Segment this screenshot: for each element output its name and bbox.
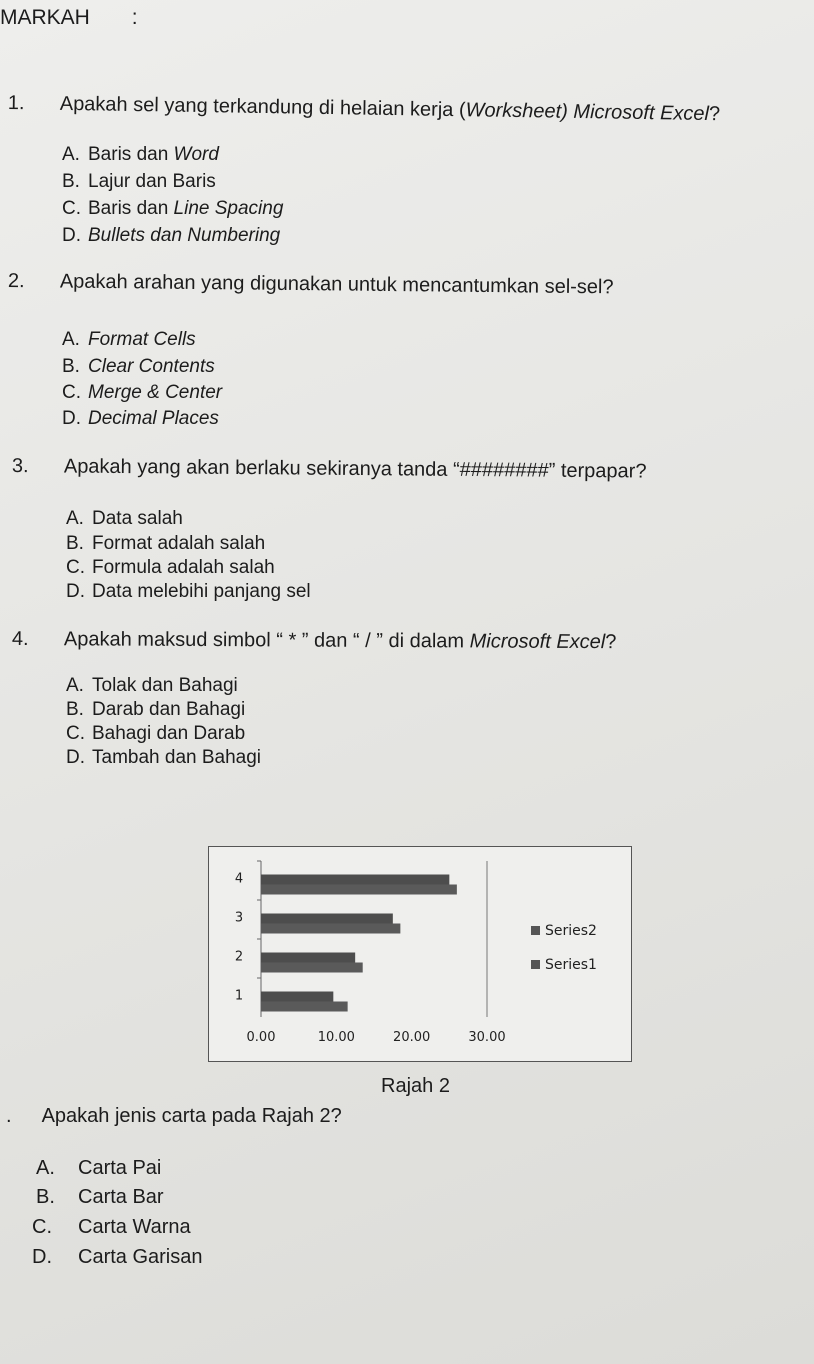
bar-series1-cat-4 bbox=[261, 875, 449, 885]
question-text-end: ? bbox=[708, 103, 721, 126]
question-text-italic: Worksheet) Microsoft Excel bbox=[465, 99, 710, 126]
bar-series2-cat-1 bbox=[261, 1002, 348, 1012]
y-tick-label: 3 bbox=[234, 910, 244, 926]
option-letter: B. bbox=[36, 1186, 55, 1208]
chart-frame bbox=[208, 846, 632, 1062]
bar-chart bbox=[209, 847, 631, 1061]
option-letter: B. bbox=[66, 699, 84, 720]
option-1a bbox=[62, 144, 219, 166]
markah-label: MARKAH bbox=[0, 6, 90, 29]
option-letter: C. bbox=[62, 382, 81, 403]
option-text: Tolak dan Bahagi bbox=[92, 675, 238, 696]
option-5a bbox=[36, 1157, 161, 1180]
question-1 bbox=[8, 92, 721, 126]
chart-y-tick-labels bbox=[235, 872, 243, 1004]
legend-label-series2: Series2 bbox=[545, 923, 597, 939]
option-text-italic: Line Spacing bbox=[173, 198, 284, 219]
option-letter: D. bbox=[32, 1246, 52, 1268]
option-text: Bahagi dan Darab bbox=[92, 723, 246, 744]
option-4c bbox=[66, 723, 245, 745]
option-text: Carta Pai bbox=[78, 1157, 162, 1179]
option-3b bbox=[66, 533, 265, 555]
option-text: Lajur dan Baris bbox=[88, 171, 216, 192]
option-3a bbox=[66, 508, 183, 530]
chart-bars bbox=[261, 875, 457, 1012]
option-4d bbox=[66, 747, 261, 769]
option-5b bbox=[36, 1186, 164, 1209]
legend-swatch-series1 bbox=[531, 960, 540, 969]
bar-series2-cat-2 bbox=[261, 963, 363, 973]
option-text-italic: Clear Contents bbox=[88, 356, 215, 377]
y-tick-label: 1 bbox=[234, 988, 244, 1004]
option-letter: C. bbox=[66, 723, 85, 744]
question-number: 3. bbox=[11, 455, 29, 478]
option-text: Data melebihi panjang sel bbox=[92, 581, 311, 602]
option-letter: B. bbox=[66, 533, 84, 554]
option-1d bbox=[62, 225, 280, 247]
option-letter: D. bbox=[66, 581, 85, 602]
option-4b bbox=[66, 699, 245, 721]
x-tick-label: 20.00 bbox=[393, 1030, 431, 1045]
option-text-italic: Decimal Places bbox=[88, 408, 219, 429]
y-tick-label: 4 bbox=[234, 871, 244, 887]
option-text: Carta Bar bbox=[78, 1186, 164, 1208]
option-2c bbox=[62, 382, 222, 404]
option-letter: C. bbox=[62, 198, 81, 219]
bar-series1-cat-2 bbox=[261, 953, 355, 963]
option-letter: C. bbox=[66, 557, 85, 578]
option-letter: D. bbox=[62, 225, 81, 246]
option-4a bbox=[66, 675, 238, 697]
chart-x-tick-labels bbox=[247, 1030, 506, 1045]
markah-colon: : bbox=[131, 6, 138, 29]
option-text: Tambah dan Bahagi bbox=[92, 747, 262, 768]
option-1b bbox=[62, 171, 216, 193]
option-letter: B. bbox=[62, 171, 80, 192]
question-number: 1. bbox=[7, 92, 25, 115]
x-tick-label: 10.00 bbox=[317, 1030, 355, 1045]
option-2d bbox=[62, 408, 219, 430]
question-marker: . bbox=[6, 1105, 12, 1127]
option-text: Darab dan Bahagi bbox=[92, 699, 246, 720]
option-text: Baris dan bbox=[88, 144, 174, 165]
option-2b bbox=[62, 356, 215, 378]
option-text-italic: Bullets dan Numbering bbox=[88, 225, 281, 246]
question-text-end: ? bbox=[605, 631, 617, 654]
option-text: Format adalah salah bbox=[92, 533, 266, 554]
option-letter: C. bbox=[32, 1216, 52, 1238]
option-letter: A. bbox=[36, 1157, 55, 1179]
question-4 bbox=[12, 628, 617, 654]
option-text-italic: Word bbox=[173, 144, 219, 165]
question-2 bbox=[8, 270, 614, 299]
bar-series2-cat-4 bbox=[261, 885, 457, 895]
option-5c bbox=[32, 1216, 191, 1239]
x-tick-label: 0.00 bbox=[246, 1030, 276, 1045]
legend-label-series1: Series1 bbox=[545, 957, 597, 973]
option-text-italic: Merge & Center bbox=[88, 382, 223, 403]
question-text: Apakah jenis carta pada Rajah 2? bbox=[41, 1105, 342, 1127]
option-letter: A. bbox=[62, 144, 80, 165]
question-text: Apakah arahan yang digunakan untuk mencantumkan sel-sel? bbox=[59, 270, 614, 299]
option-5d bbox=[32, 1246, 203, 1269]
legend-swatch-series2 bbox=[531, 926, 540, 935]
option-letter: A. bbox=[62, 329, 80, 350]
bar-series2-cat-3 bbox=[261, 924, 400, 934]
option-letter: D. bbox=[62, 408, 81, 429]
figure-caption: Rajah 2 bbox=[381, 1075, 450, 1097]
option-text: Carta Garisan bbox=[78, 1246, 203, 1268]
bar-series1-cat-3 bbox=[261, 914, 393, 924]
markah-header bbox=[0, 6, 138, 30]
question-5 bbox=[6, 1105, 342, 1128]
option-2a bbox=[62, 329, 196, 351]
question-text-italic: Microsoft Excel bbox=[469, 630, 606, 654]
chart-legend bbox=[531, 923, 597, 973]
option-text: Data salah bbox=[92, 508, 183, 529]
option-text: Formula adalah salah bbox=[92, 557, 275, 578]
question-number: 2. bbox=[7, 270, 25, 293]
bar-series1-cat-1 bbox=[261, 992, 333, 1002]
option-1c bbox=[62, 198, 283, 220]
option-text: Carta Warna bbox=[78, 1216, 191, 1238]
question-3 bbox=[12, 455, 647, 484]
question-text: Apakah sel yang terkandung di helaian kerja ( bbox=[59, 92, 466, 122]
option-text: Baris dan bbox=[88, 198, 174, 219]
option-3d bbox=[66, 581, 311, 603]
option-text-italic: Format Cells bbox=[88, 329, 196, 350]
question-number: 4. bbox=[11, 628, 29, 651]
y-tick-label: 2 bbox=[234, 949, 244, 965]
question-text: Apakah maksud simbol “ * ” dan “ / ” di dalam bbox=[63, 628, 470, 653]
x-tick-label: 30.00 bbox=[468, 1030, 506, 1045]
option-letter: A. bbox=[66, 508, 84, 529]
option-letter: B. bbox=[62, 356, 80, 377]
option-letter: A. bbox=[66, 675, 84, 696]
option-3c bbox=[66, 557, 275, 579]
option-letter: D. bbox=[66, 747, 85, 768]
question-text: Apakah yang akan berlaku sekiranya tanda “########” terpapar? bbox=[63, 455, 647, 483]
